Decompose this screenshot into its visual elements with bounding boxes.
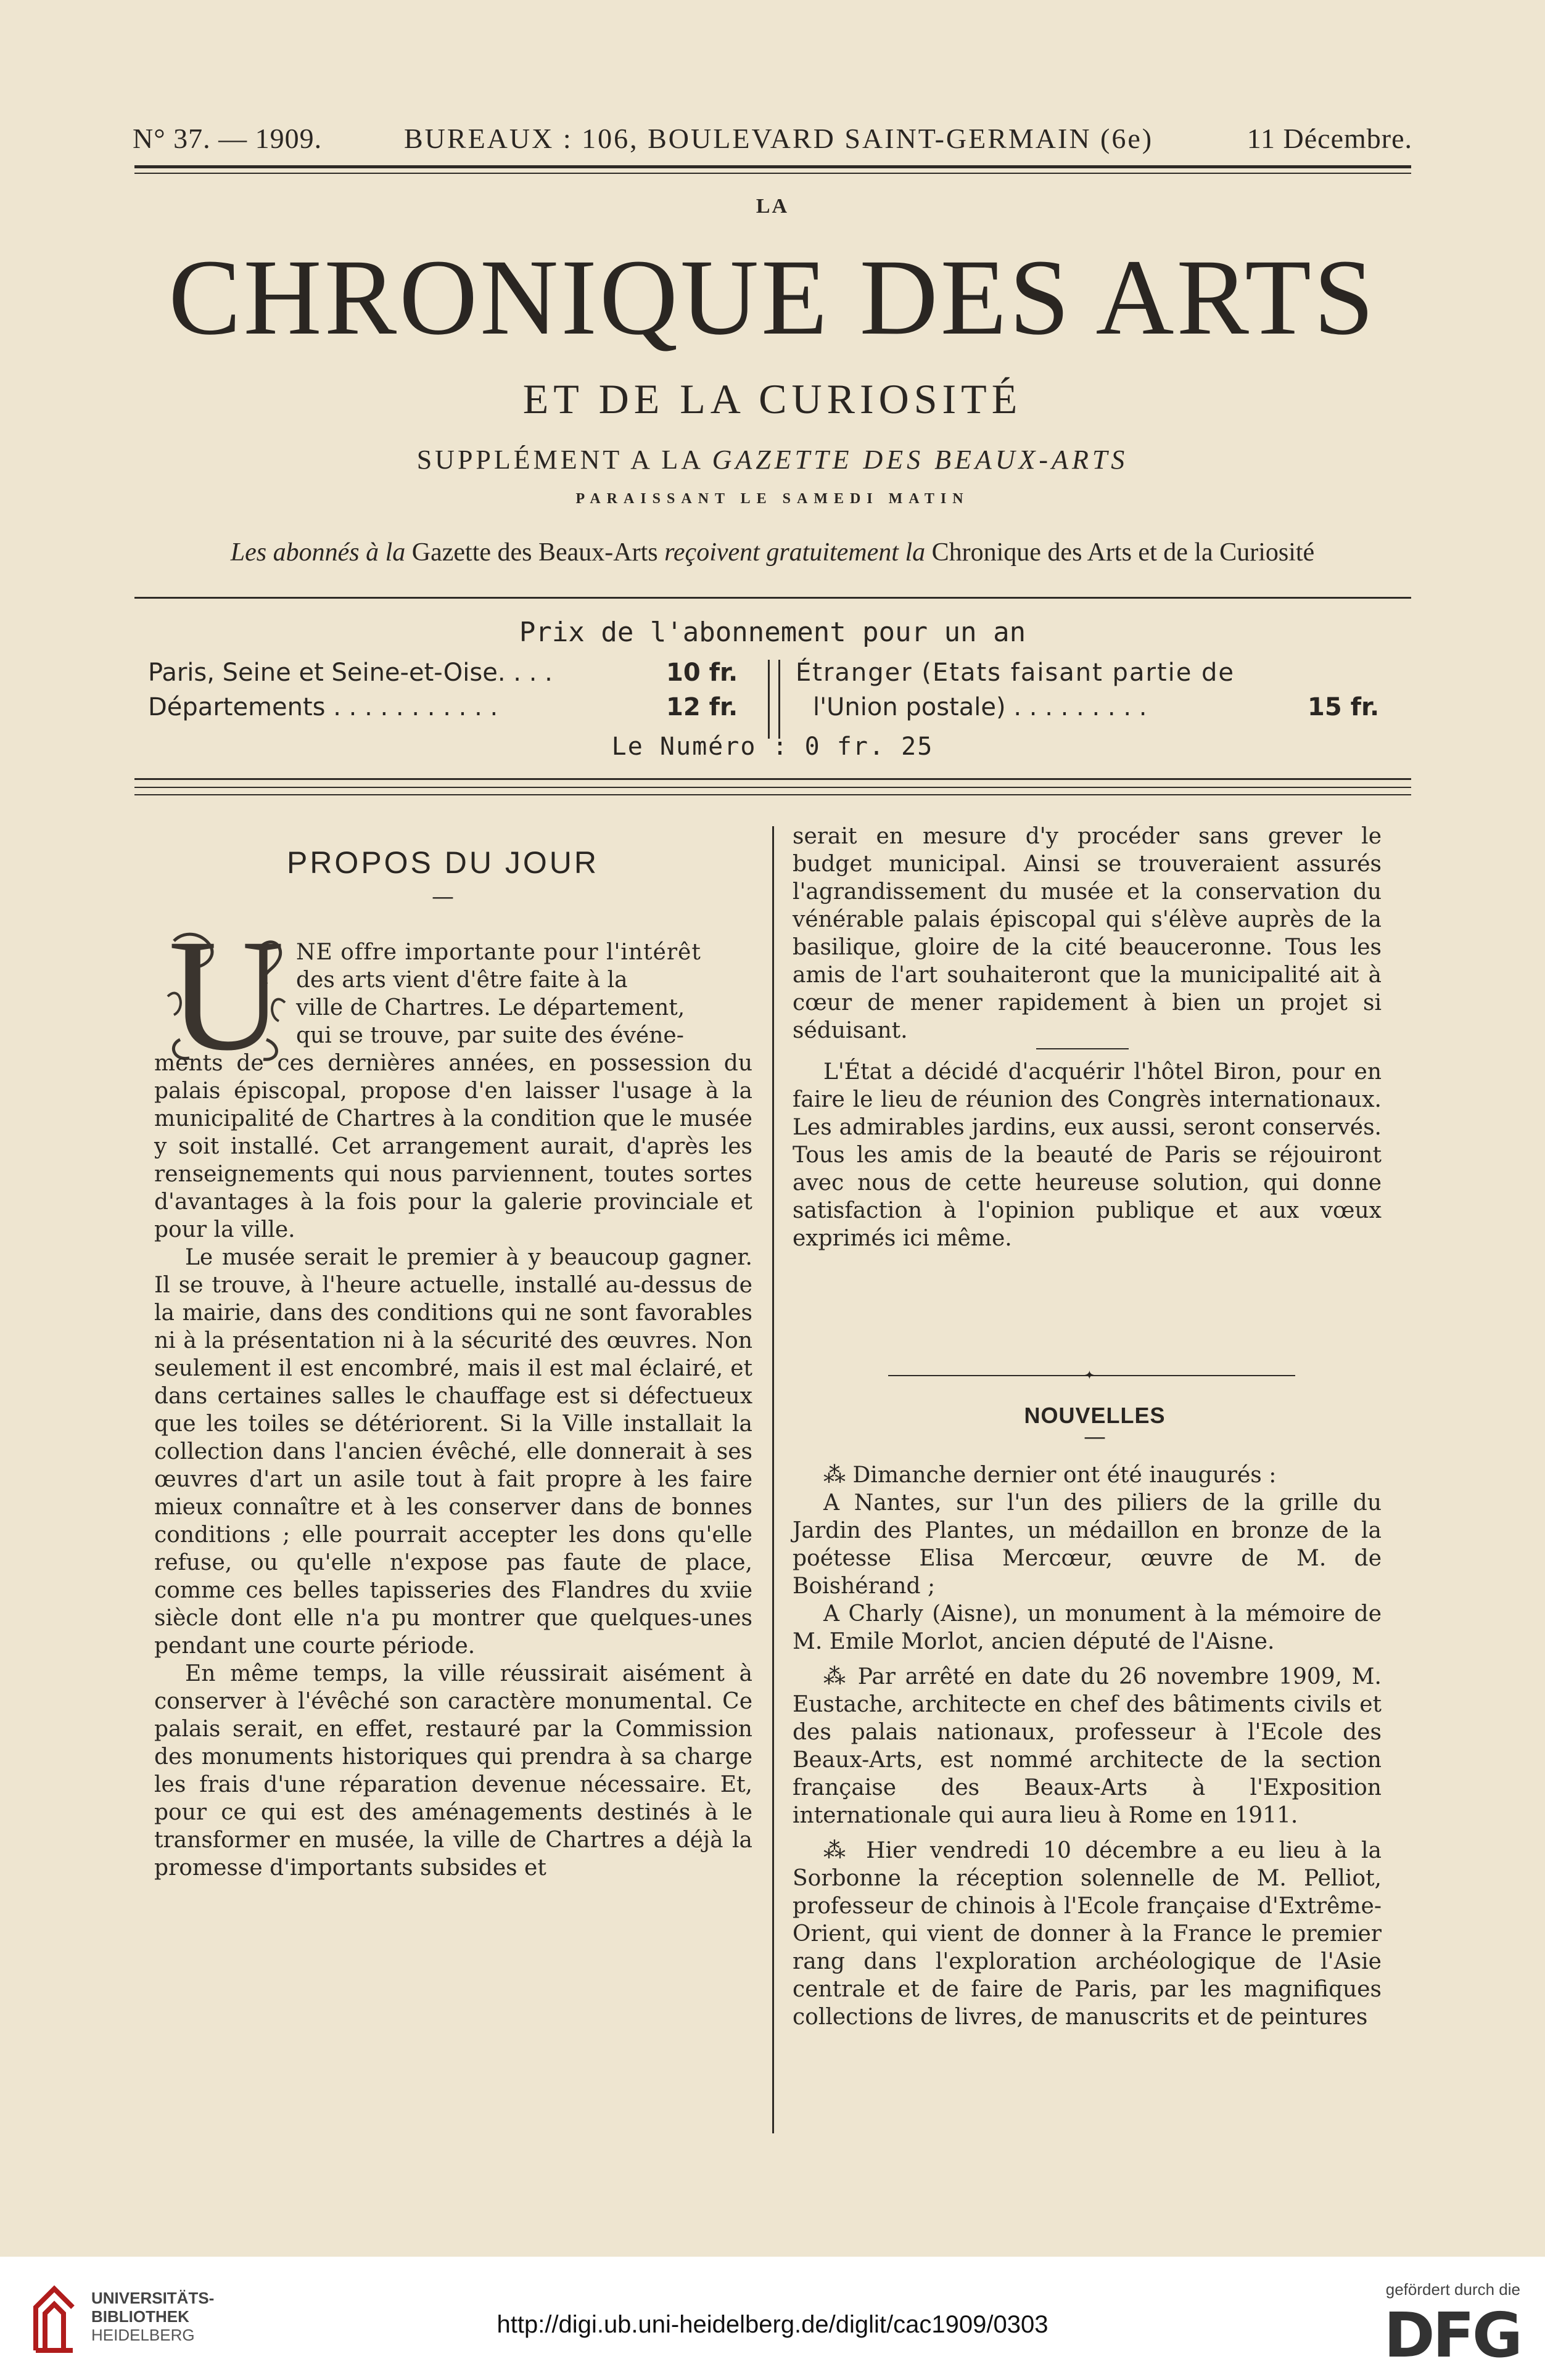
dfg-logo: DFG [1383,2299,1520,2371]
nouvelles-dash: — [1084,1424,1106,1450]
subscription-rule-1 [134,778,1411,780]
bureaux-address: BUREAUX : 106, BOULEVARD SAINT-GERMAIN (6e) [404,123,1154,154]
propos-paragraph-2: Le musée serait le premier à y beaucoup gagner. Il se trouve, à l'heure actuelle, installé au-dessus de la mairie, dans des conditions qui ne sont favorables ni à la présentation ni à la sécurité des œuvres. Non seulement il est encombré, mais il est mal éclairé, et dans certaines salles le chauffage est si défectueux que les toiles se détériorent. Si la Ville installait la collection dans l'ancien évêché, elle donnerait à ses œuvres d'art un asile tout à fait propre à les faire mieux connaître et à les conserver dans de bonnes conditions ; elle pourrait accepter les dons qu'elle refuse, ou qu'elle n'expose pas faute de place, comme ces belles tapisseries des Flandres du xviie siècle dont elle n'a pu montrer que quelques-unes pendant une courte période. [154,1245,752,1659]
numero-price: Le Numéro : 0 fr. 25 [611,732,934,761]
digitization-footer [0,2257,1545,2380]
abonnes-line [0,538,1545,567]
lead-line-2: des arts vient d'être faite à la [296,967,628,993]
propos-right-body-2 [793,1058,1382,1252]
library-line-1: UNIVERSITÄTS- [91,2289,215,2307]
abonnes-part-4: Chronique des Arts et de la Curiosité [931,538,1315,567]
header-rule-thick [134,165,1411,168]
masthead-subtitle: ET DE LA CURIOSITÉ [522,375,1023,422]
masthead-la: LA [756,195,789,218]
nouvelle-2: ⁂ Par arrêté en date du 26 novembre 1909, M. Eustache, architecte en chef des bâtiments civils et des palais nationaux, professeur à l'Ecole des Beaux-Arts, est nommé architecte de la section française des Beaux-Arts à l'Exposition internationale qui aura lieu à Rome en 1911. [793,1664,1382,1828]
nouvelles-heading: NOUVELLES [1024,1403,1166,1428]
nouvelle-1-intro: ⁂ Dimanche dernier ont été inaugurés : [823,1463,1277,1488]
etranger-price: 15 fr. [1308,693,1380,721]
supplement-line [0,444,1545,475]
propos-heading: PROPOS DU JOUR [286,845,599,880]
nouvelle-3: ⁂ Hier vendredi 10 décembre a eu lieu à la Sorbonne la réception solennelle de M. Pelliot, professeur de chinois à l'Ecole française d'Extrême-Orient, qui vient de donner à la France le premier rang dans l'exploration archéologique de l'Asie centrale et de faire de Paris, par les magnifiques collections de livres, de manuscrits et de peintures [793,1838,1382,2030]
masthead-title: CHRONIQUE DES ARTS [168,237,1377,358]
paris-label: Paris, Seine et Seine-et-Oise. . . . [148,659,553,687]
subscription-separator [768,660,780,739]
fleuron-icon: ✦ [1084,1368,1095,1382]
abonnes-part-3: reçoivent gratuitement la [664,538,926,567]
propos-lead [296,938,752,1049]
propos-paragraph-3: En même temps, la ville réussirait aisément à conserver à l'évêché son caractère monumental. Ce palais serait, en effet, restauré par la Commission des monuments historiques qui prendra à sa charge les frais d'une réparation devenue nécessaire. Et, pour ce qui est des aménagements destinés à le transformer en musée, la ville de Chartres a déjà la promesse d'importants subsides et [154,1661,752,1881]
subscription-rule-2 [134,787,1411,788]
nouvelle-1-nantes: A Nantes, sur l'un des piliers de la grille du Jardin des Plantes, un médaillon en bronze de la poétesse Elisa Mercœur, œuvre de M. de Boishérand ; [793,1490,1382,1599]
funded-by-label: gefördert durch die [1385,2280,1520,2299]
ornament-icon [162,922,291,1068]
header-line [133,122,1412,159]
column-divider [772,826,774,2133]
library-line-3: HEIDELBERG [91,2326,195,2344]
departements-price: 12 fr. [666,693,738,721]
propos-right-body [793,823,1382,1044]
lead-line-3: ville de Chartres. Le département, [296,995,685,1020]
nouvelles-body [793,1461,1382,2031]
masthead-rule [134,597,1411,599]
propos-left-body [154,1049,752,1882]
nouvelle-1-charly: A Charly (Aisne), un monument à la mémoire de M. Emile Morlot, ancien député de l'Aisne. [793,1601,1382,1654]
subscription-title: Prix de l'abonnement pour un an [519,617,1026,648]
issue-date: 11 Décembre. [1246,123,1412,154]
issue-number: N° 37. — 1909. [133,123,323,154]
permalink-url[interactable]: http://digi.ub.uni-heidelberg.de/diglit/cac1909/0303 [496,2311,1049,2338]
lead-line-4: qui se trouve, par suite des événe- [296,1023,684,1048]
paris-price: 10 fr. [666,659,738,687]
abonnes-part-2: Gazette des Beaux-Arts [411,538,658,567]
subscription-rule-3 [134,794,1411,795]
propos-dash: — [432,884,454,909]
etranger-label-1: Étranger (Etats faisant partie de [796,659,1235,687]
propos-paragraph-4: serait en mesure d'y procéder sans grever le budget municipal. Ainsi se trouveraient assurés l'agrandissement du musée et la conservation du vénérable palais épiscopal qui s'élève auprès de la basilique, gloire de la cité beauceronne. Tous les amis de l'art souhaiteront que la municipalité ait à cœur de mener rapidement à bien un projet si séduisant. [793,824,1382,1043]
departements-label: Départements . . . . . . . . . . . [148,693,498,721]
dropcap-letter: U [168,906,284,1084]
supplement-prefix: SUPPLÉMENT A LA [416,445,702,475]
propos-paragraph-1: ments de ces dernières années, en possession du palais épiscopal, propose d'en laisser l'usage à la municipalité de Chartres à la condition que le musée y soit installé. Cet arrangement aurait, d'après les renseignements qui nous parviennent, toutes sortes d'avantages à la fois pour la galerie provinciale et pour la ville. [154,1051,752,1242]
abonnes-part-1: Les abonnés à la [230,538,406,567]
lead-line-1: NE offre importante pour l'intérêt [296,940,701,965]
supplement-journal: GAZETTE DES BEAUX-ARTS [712,445,1129,475]
frequency-line: PARAISSANT LE SAMEDI MATIN [575,491,970,507]
etranger-label-2: l'Union postale) . . . . . . . . . [813,693,1147,721]
header-rule-thin [134,173,1411,174]
dropcap-ornament [162,906,291,1084]
library-line-2: BIBLIOTHEK [91,2307,189,2326]
short-rule [1036,1048,1129,1049]
propos-paragraph-5: L'État a décidé d'acquérir l'hôtel Biron, pour en faire le lieu de réunion des Congrès internationaux. Les admirables jardins, eux aussi, seront conservés. Tous les amis de la beauté de Paris se réjouiront avec nous de cette heureuse solution, qui donne satisfaction à l'opinion publique et aux vœux exprimés ici même. [793,1059,1382,1251]
